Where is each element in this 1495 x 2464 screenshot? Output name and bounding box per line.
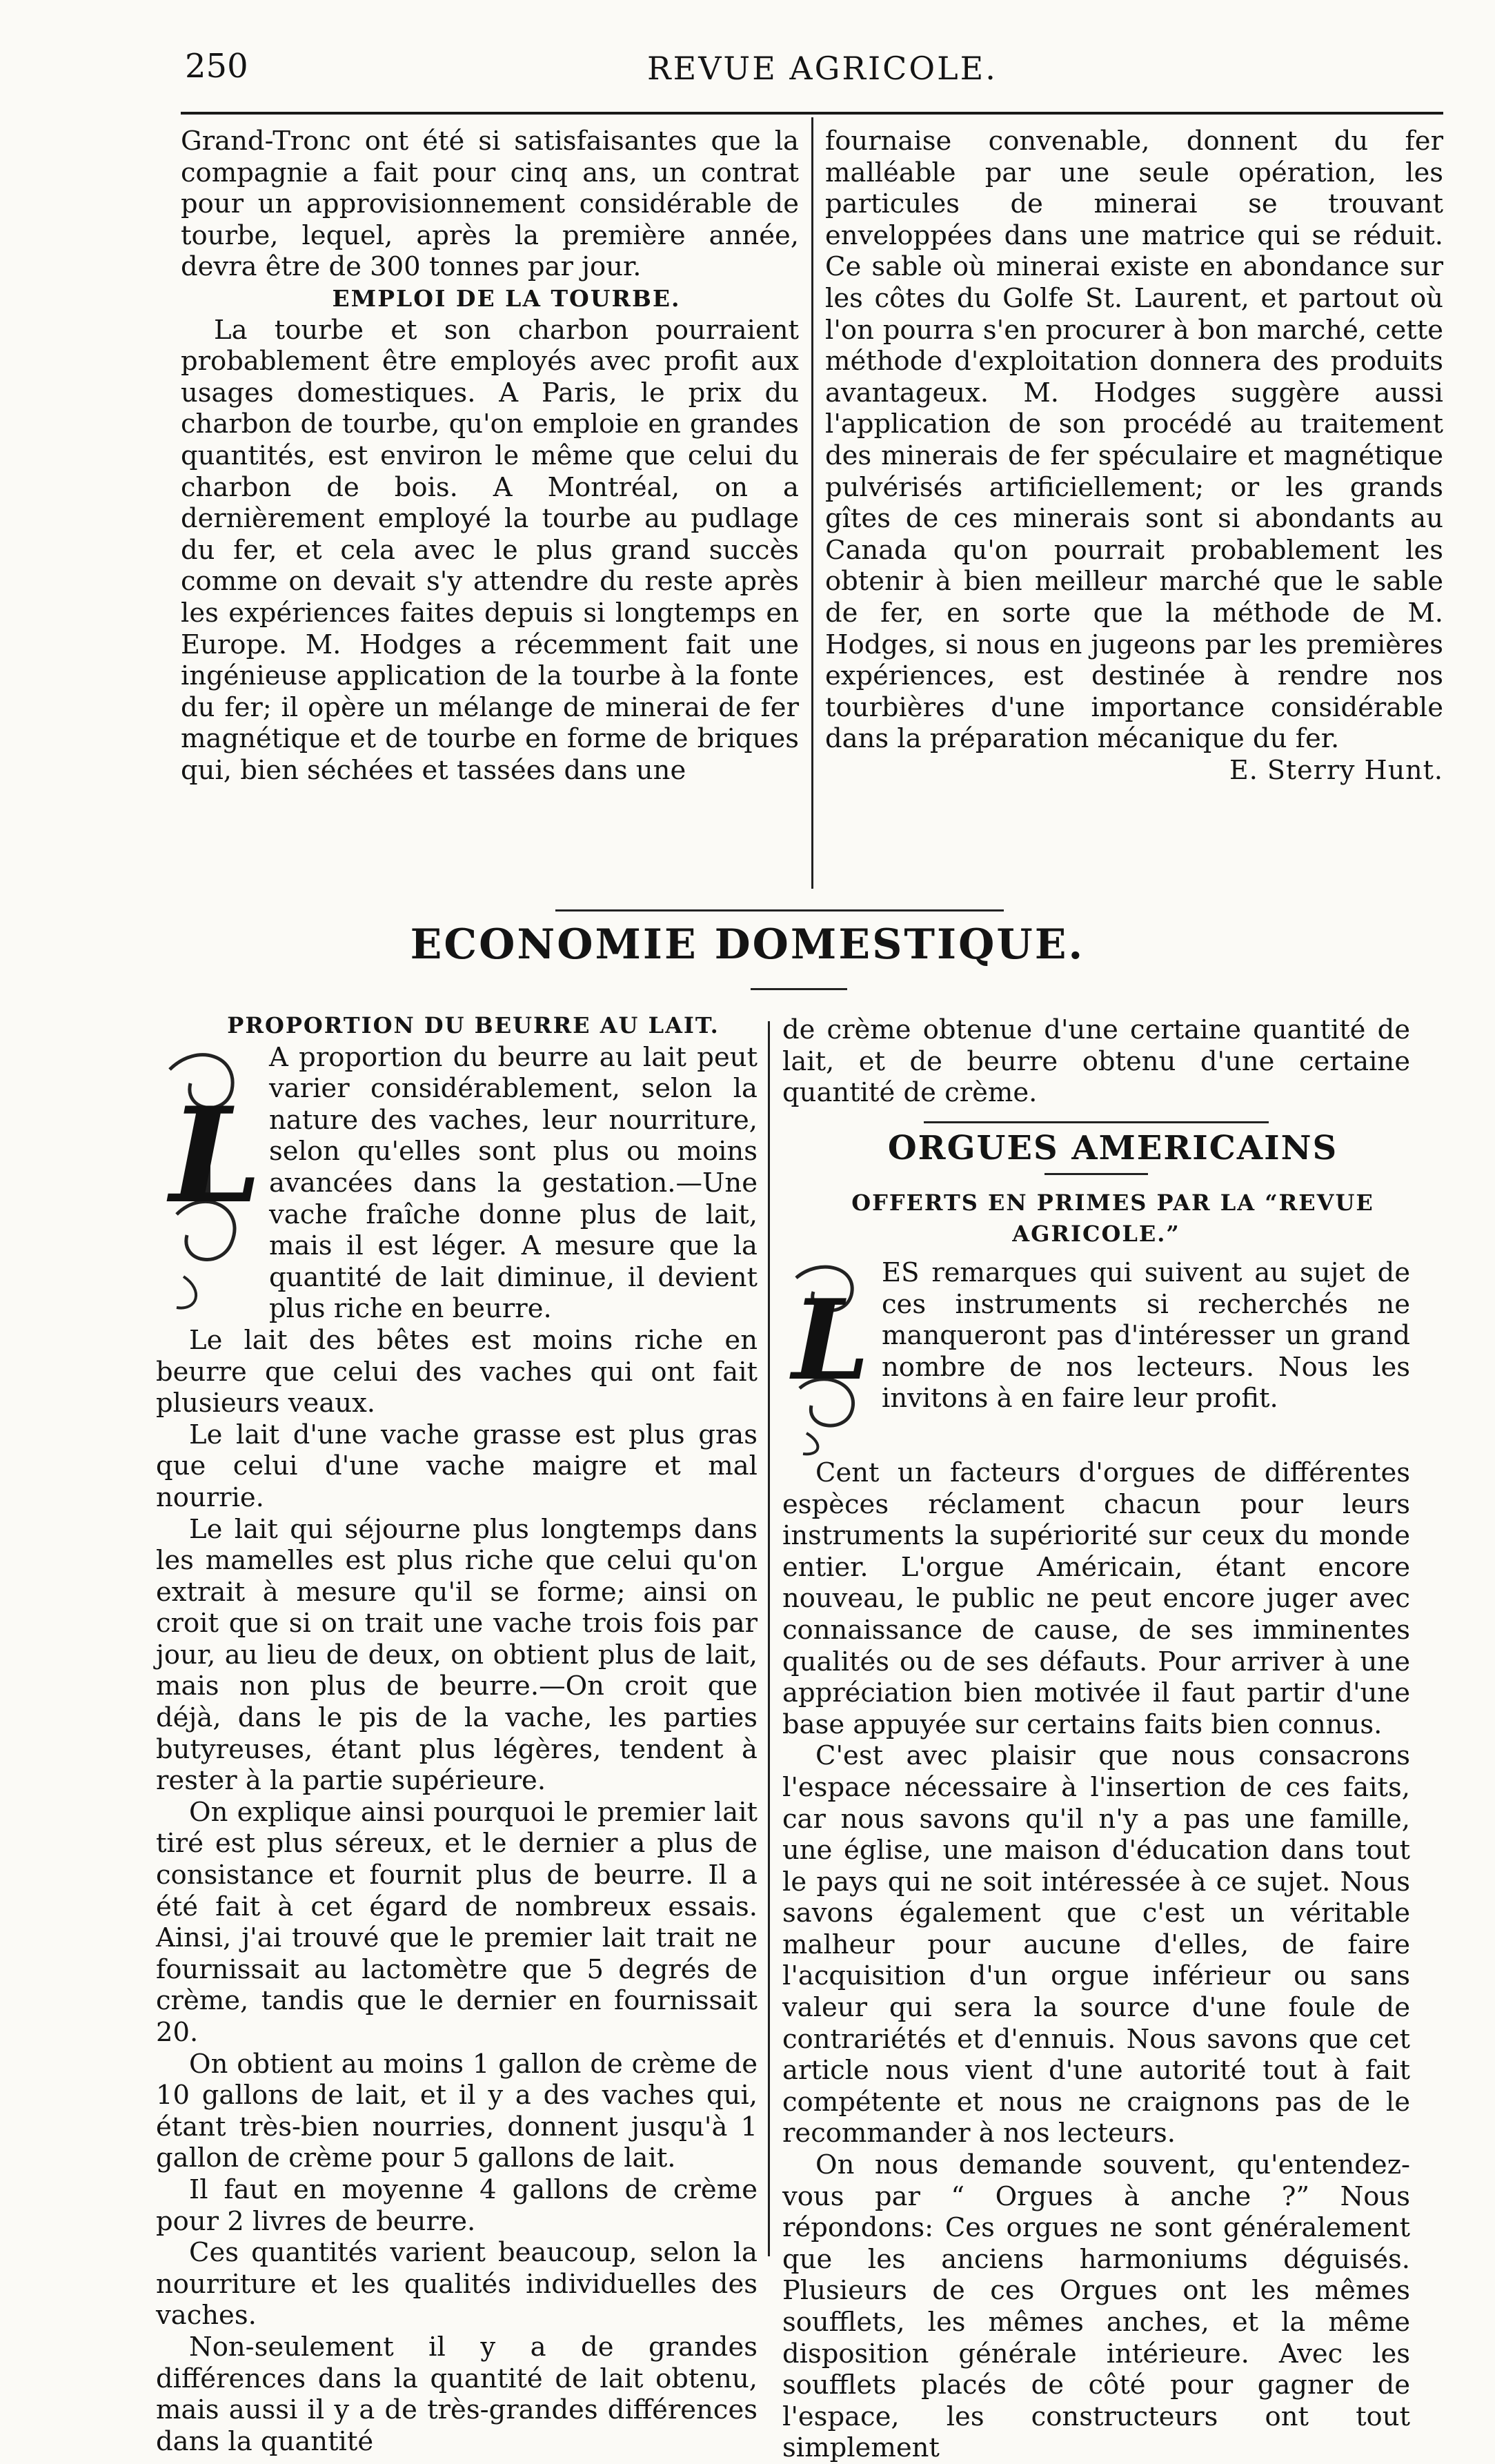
column-divider xyxy=(768,1021,770,2256)
header-rule xyxy=(181,112,1443,115)
paragraph: Grand-Tronc ont été si satisfaisantes que la compagnie a fait pour cinq ans, un contrat pour un approvisionnement considérable de tourbe, lequel, après la première année, devra être de 300 tonnes par jour. xyxy=(181,126,799,283)
paragraph: On nous demande souvent, qu'entendez-vous par “ Orgues à anche ?” Nous répondons: Ces orgues ne sont généralement que les anciens harmoniums déguisés. Plusieurs de ces Orgues ont les mêmes soufflets, les mêmes anches, et la même disposition générale intérieure. Avec les soufflets placés de côté pour gagner de l'espace, les constructeurs ont tout simplement xyxy=(782,2149,1410,2464)
bottom-right-column xyxy=(782,1014,1410,2464)
paragraph: La tourbe et son charbon pourraient probablement être employés avec profit aux usages domestiques. A Paris, le prix du charbon de tourbe, qu'on emploie en grandes quantités, est environ le même que celui du charbon de bois. A Montréal, on a dernièrement employé la tourbe au pudlage du fer, et cela avec le plus grand succès comme on devait s'y attendre du reste après les expériences faites depuis si longtemps en Europe. M. Hodges a récemment fait une ingénieuse application de la tourbe à la fonte du fer; il opère un mélange de minerai de fer magnétique et de tourbe en forme de briques qui, bien séchées et tassées dans une xyxy=(181,314,799,786)
author-signature: E. Sterry Hunt. xyxy=(1229,754,1443,785)
paragraph: Cent un facteurs d'orgues de différentes espèces réclament chacun pour leurs instruments la supériorité sur ceux du monde entier. L'orgue Américain, étant encore nouveau, le public ne peut encore juger avec connaissance de cause, de ses imminentes qualités ou de ses défauts. Pour arriver à une appréciation bien motivée il faut partir d'une base appuyée sur certains faits bien connus. xyxy=(782,1457,1410,1740)
paragraph: de crème obtenue d'une certaine quantité de lait, et de beurre obtenu d'une certaine quantité de crème. xyxy=(782,1014,1410,1109)
subhead-emploi-tourbe: EMPLOI DE LA TOURBE. xyxy=(332,284,681,312)
paragraph: fournaise convenable, donnent du fer malléable par une seule opération, les particules de minerai se trouvant enveloppées dans une matrice qui se réduit. Ce sable où minerai existe en abondance sur les côtes du Golfe St. Laurent, et partout où l'on pourra s'en procurer à bon marché, cette méthode d'exploitation donnera des produits avantageux. M. Hodges suggère aussi l'application de son procédé au traitement des minerais de fer spéculaire et magnétique pulvérisés artificiellement; or les grands gîtes de ces minerais sont si abondants au Canada qu'on pourrait probablement les obtenir à bien meilleur marché que le sable de fer, en sorte que la méthode de M. Hodges, si nous en jugeons par les premières expériences, est destinée à rendre nos tourbières d'une importance considérable dans la préparation mécanique du fer. xyxy=(825,126,1443,755)
paragraph: Non-seulement il y a de grandes différences dans la quantité de lait obtenu, mais aussi il y a de très-grandes différences dans la quantité xyxy=(156,2331,758,2457)
paragraph: Ces quantités varient beaucoup, selon la nourriture et les qualités individuelles des vaches. xyxy=(156,2237,758,2332)
paragraph: ES remarques qui suivent au sujet de ces instruments si recherchés ne manqueront pas d'intéresser un grand nombre de nos lecteurs. Nous les invitons à en faire leur profit. xyxy=(882,1256,1410,1415)
dropcap-letter: L xyxy=(170,1078,262,1232)
paragraph: Il faut en moyenne 4 gallons de crème pour 2 livres de beurre. xyxy=(156,2174,758,2237)
paragraph: A proportion du beurre au lait peut varier considérablement, selon la nature des vaches, leur nourriture, selon qu'elles sont plus ou moins avancées dans la gestation.—Une vache fraîche donne plus de lait, mais il est léger. A mesure que la quantité de lait diminue, il devient plus riche en beurre. xyxy=(269,1041,758,1325)
subhead-proportion-beurre: PROPORTION DU BEURRE AU LAIT. xyxy=(227,1012,720,1038)
heading-rule xyxy=(924,1121,1269,1123)
subheading-offerts-primes: OFFERTS EN PRIMES PAR LA “REVUE AGRICOLE.” xyxy=(851,1189,1374,1248)
heading-rule xyxy=(1044,1173,1148,1175)
paragraph: Le lait des bêtes est moins riche en beurre que celui des vaches qui ont fait plusieurs veaux. xyxy=(156,1324,758,1419)
dropcap-letter: L xyxy=(792,1274,870,1405)
top-right-column xyxy=(825,126,1443,786)
section-title: ECONOMIE DOMESTIQUE. xyxy=(410,920,1085,969)
bottom-left-column xyxy=(156,1010,758,2457)
top-left-column xyxy=(181,126,799,786)
heading-orgues-americains: ORGUES AMERICAINS xyxy=(887,1128,1338,1167)
section-rule-bottom xyxy=(751,988,847,990)
paragraph: On explique ainsi pourquoi le premier lait tiré est plus séreux, et le dernier a plus de consistance et fournit plus de beurre. Il a été fait à cet égard de nombreux essais. Ainsi, j'ai trouvé que le premier lait trait ne fournissait au lactomètre que 5 degrés de crème, tandis que le dernier en fournissait 20. xyxy=(156,1796,758,2048)
paragraph: On obtient au moins 1 gallon de crème de 10 gallons de lait, et il y a des vaches qui, étant très-bien nourries, donnent jusqu'à 1 gallon de crème pour 5 gallons de lait. xyxy=(156,2048,758,2174)
paragraph: Le lait d'une vache grasse est plus gras que celui d'une vache maigre et mal nourrie. xyxy=(156,1419,758,1513)
ornamental-initial xyxy=(156,1042,262,1318)
page-number: 250 xyxy=(185,47,248,86)
paragraph: C'est avec plaisir que nous consacrons l'espace nécessaire à l'insertion de ces faits, car nous savons qu'il n'y a pas une famille, une église, une maison d'éducation dans tout le pays qui ne soit intéressée à ce sujet. Nous savons également que c'est un véritable malheur pour aucune d'elles, de faire l'acquisition d'un orgue inférieur ou sans valeur qui sera la source d'une foule de contrariétés et d'ennuis. Nous savons que cet article nous vient d'une autorité tout à fait compétente et nous ne craignons pas de le recommander à nos lecteurs. xyxy=(782,1740,1410,2149)
section-rule-top xyxy=(555,909,1004,911)
ornamental-initial xyxy=(782,1257,873,1457)
running-title: REVUE AGRICOLE. xyxy=(647,50,998,87)
paragraph: Le lait qui séjourne plus longtemps dans les mamelles est plus riche que celui qu'on extrait à mesure qu'il se forme; ainsi on croit que si on trait une vache trois fois par jour, au lieu de deux, on obtient plus de lait, mais non plus de beurre.—On croit que déjà, dans le pis de la vache, les parties butyreuses, étant plus légères, tendent à rester à la partie supérieure. xyxy=(156,1513,758,1797)
column-divider xyxy=(811,117,813,889)
